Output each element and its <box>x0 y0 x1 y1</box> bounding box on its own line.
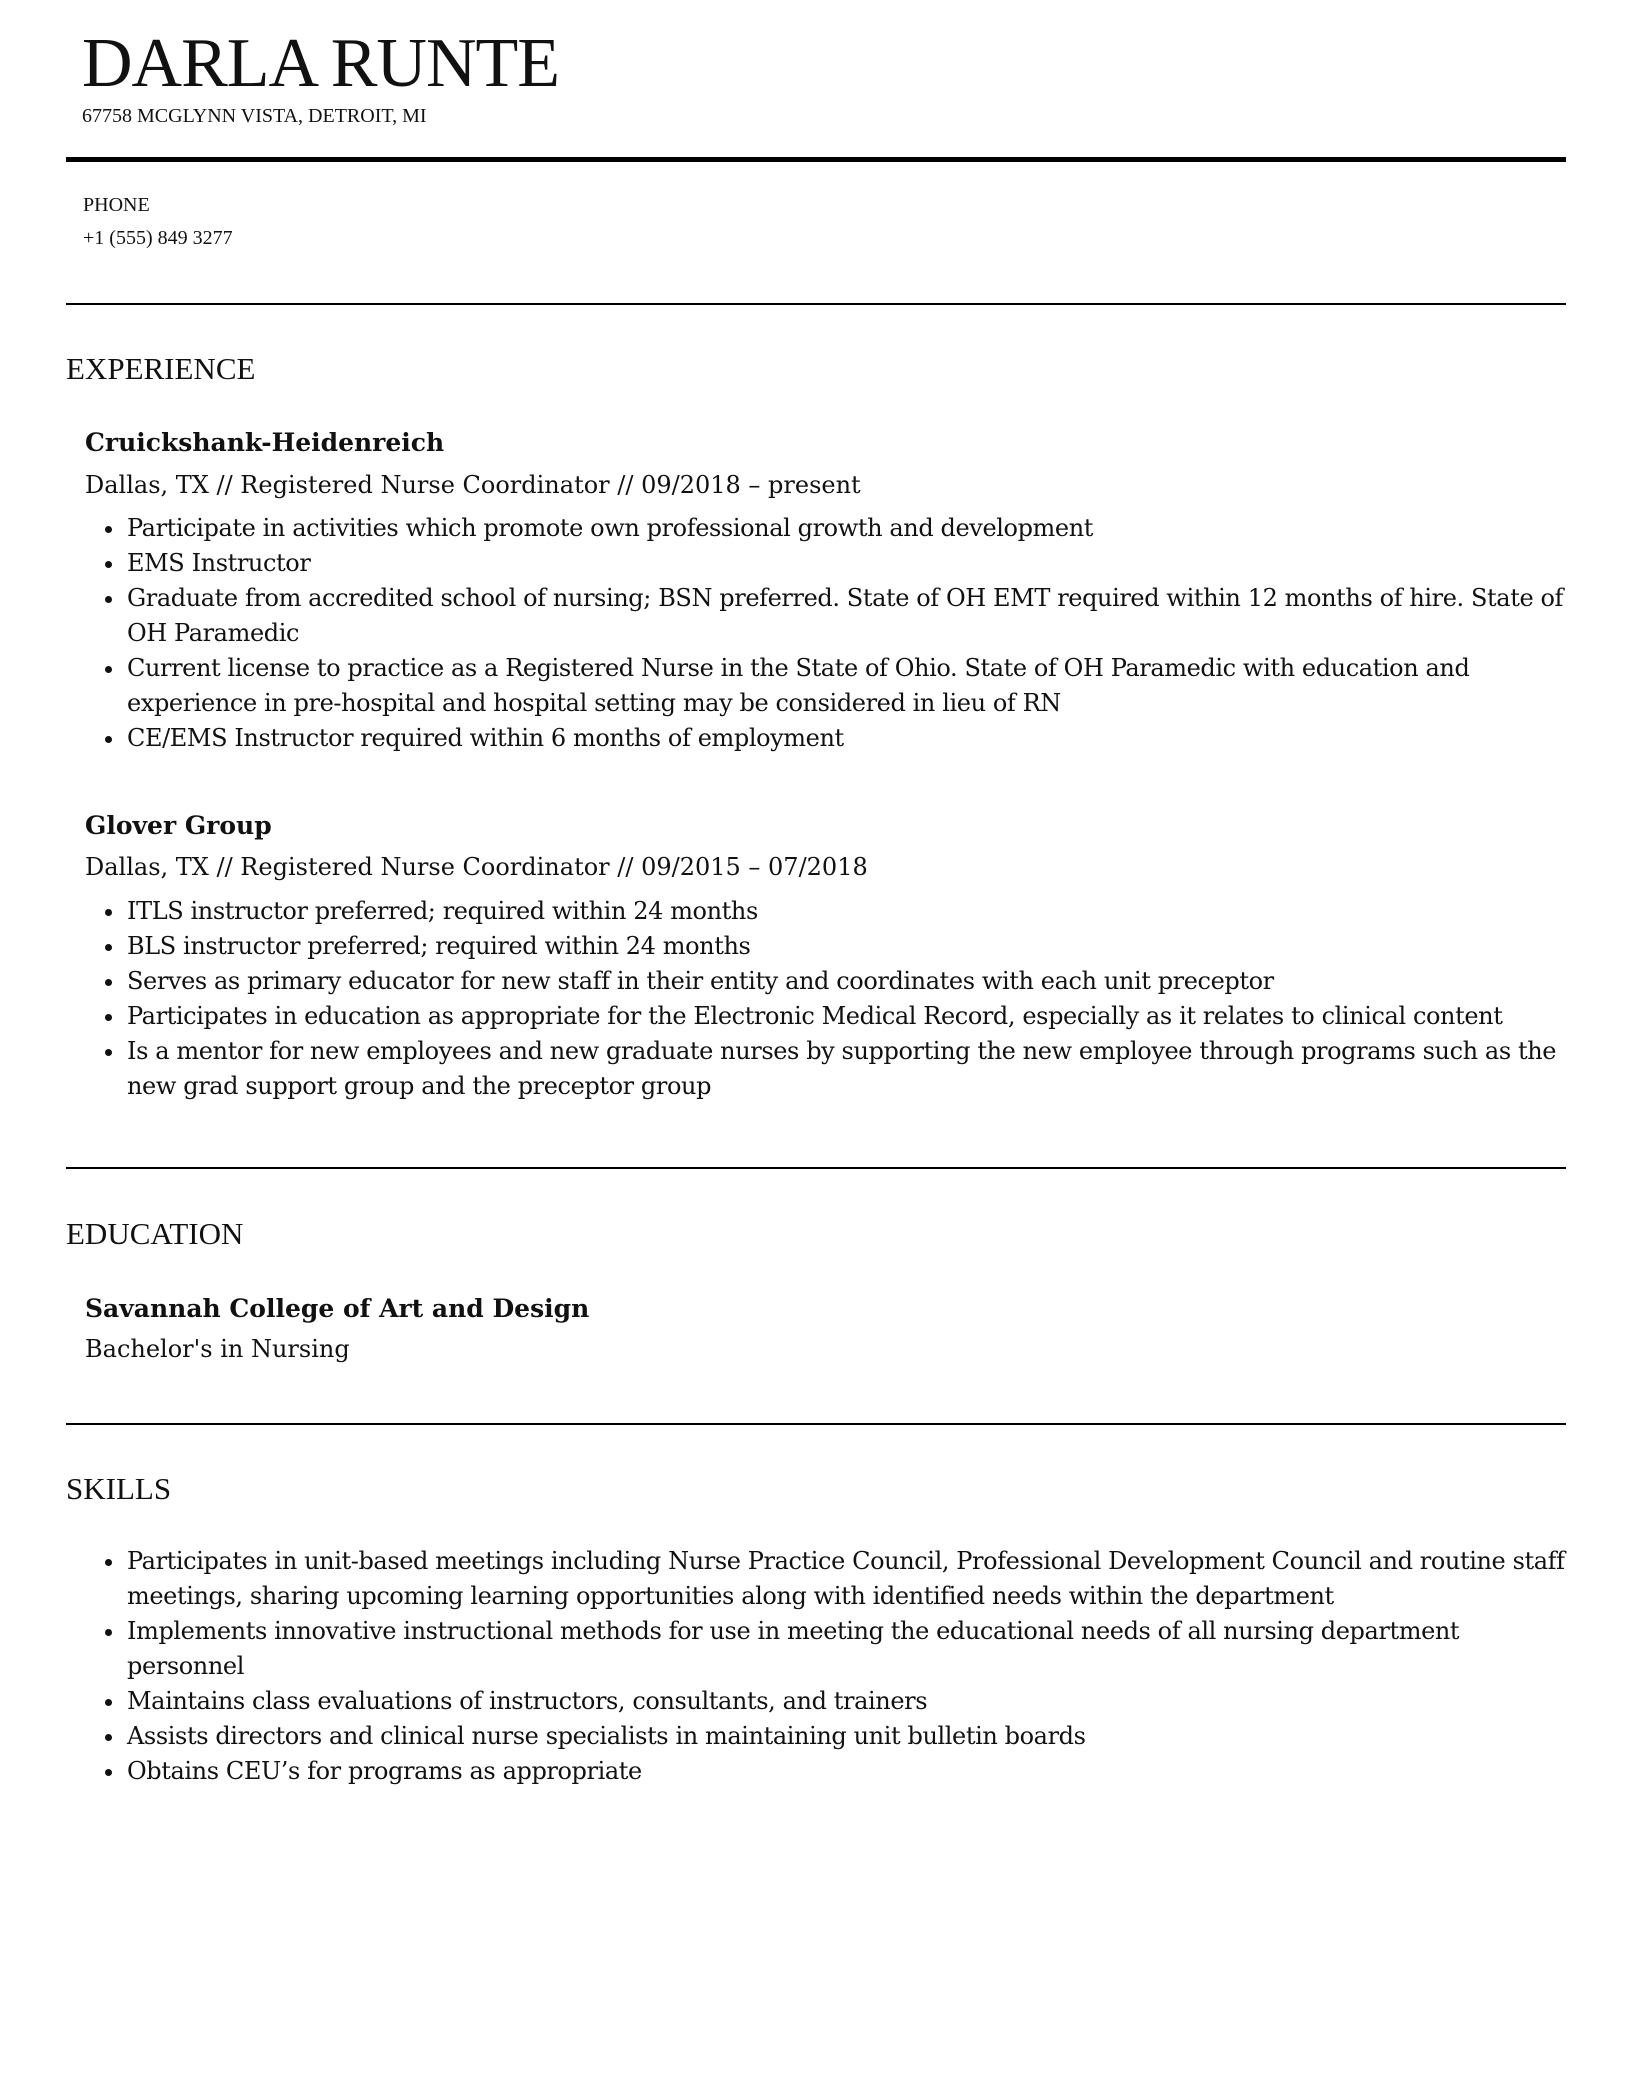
list-item: Assists directors and clinical nurse specialists in maintaining unit bulletin boards <box>127 1719 1565 1754</box>
divider <box>66 1423 1566 1425</box>
job-bullets <box>85 894 1565 1104</box>
job-meta: Dallas, TX // Registered Nurse Coordinator // 09/2015 – 07/2018 <box>85 853 868 881</box>
list-item: Current license to practice as a Registered Nurse in the State of Ohio. State of OH Paramedic with education and experience in pre-hospital and hospital setting may be considered in lieu of RN <box>127 651 1565 721</box>
list-item: Participates in unit-based meetings including Nurse Practice Council, Professional Development Council and routine staff meetings, sharing upcoming learning opportunities along with identified needs within the department <box>127 1544 1565 1614</box>
list-item: Participates in education as appropriate for the Electronic Medical Record, especially as it relates to clinical content <box>127 999 1565 1034</box>
phone-label: PHONE <box>83 194 150 216</box>
school-name: Savannah College of Art and Design <box>85 1294 590 1323</box>
degree: Bachelor's in Nursing <box>85 1335 350 1363</box>
phone-value: +1 (555) 849 3277 <box>83 227 233 249</box>
list-item: BLS instructor preferred; required within 24 months <box>127 929 1565 964</box>
list-item: Participate in activities which promote own professional growth and development <box>127 511 1565 546</box>
list-item: Maintains class evaluations of instructors, consultants, and trainers <box>127 1684 1565 1719</box>
candidate-name: DARLA RUNTE <box>82 25 560 102</box>
list-item: Obtains CEU’s for programs as appropriate <box>127 1754 1565 1789</box>
list-item: Graduate from accredited school of nursing; BSN preferred. State of OH EMT required within 12 months of hire. State of OH Paramedic <box>127 581 1565 651</box>
skills-heading: SKILLS <box>66 1471 172 1506</box>
education-heading: EDUCATION <box>66 1216 244 1251</box>
job-company: Cruickshank-Heidenreich <box>85 428 445 457</box>
job-company: Glover Group <box>85 811 272 840</box>
skills-list <box>85 1544 1565 1789</box>
experience-heading: EXPERIENCE <box>66 351 256 386</box>
list-item: ITLS instructor preferred; required within 24 months <box>127 894 1565 929</box>
list-item: CE/EMS Instructor required within 6 months of employment <box>127 721 1565 756</box>
list-item: Implements innovative instructional methods for use in meeting the educational needs of all nursing department personnel <box>127 1614 1565 1684</box>
divider <box>66 303 1566 305</box>
list-item: EMS Instructor <box>127 546 1565 581</box>
address: 67758 MCGLYNN VISTA, DETROIT, MI <box>82 105 427 127</box>
job-meta: Dallas, TX // Registered Nurse Coordinator // 09/2018 – present <box>85 471 861 499</box>
job-bullets <box>85 511 1565 756</box>
header-divider <box>66 157 1566 162</box>
list-item: Is a mentor for new employees and new graduate nurses by supporting the new employee through programs such as the new grad support group and the preceptor group <box>127 1034 1565 1104</box>
list-item: Serves as primary educator for new staff in their entity and coordinates with each unit preceptor <box>127 964 1565 999</box>
divider <box>66 1167 1566 1169</box>
